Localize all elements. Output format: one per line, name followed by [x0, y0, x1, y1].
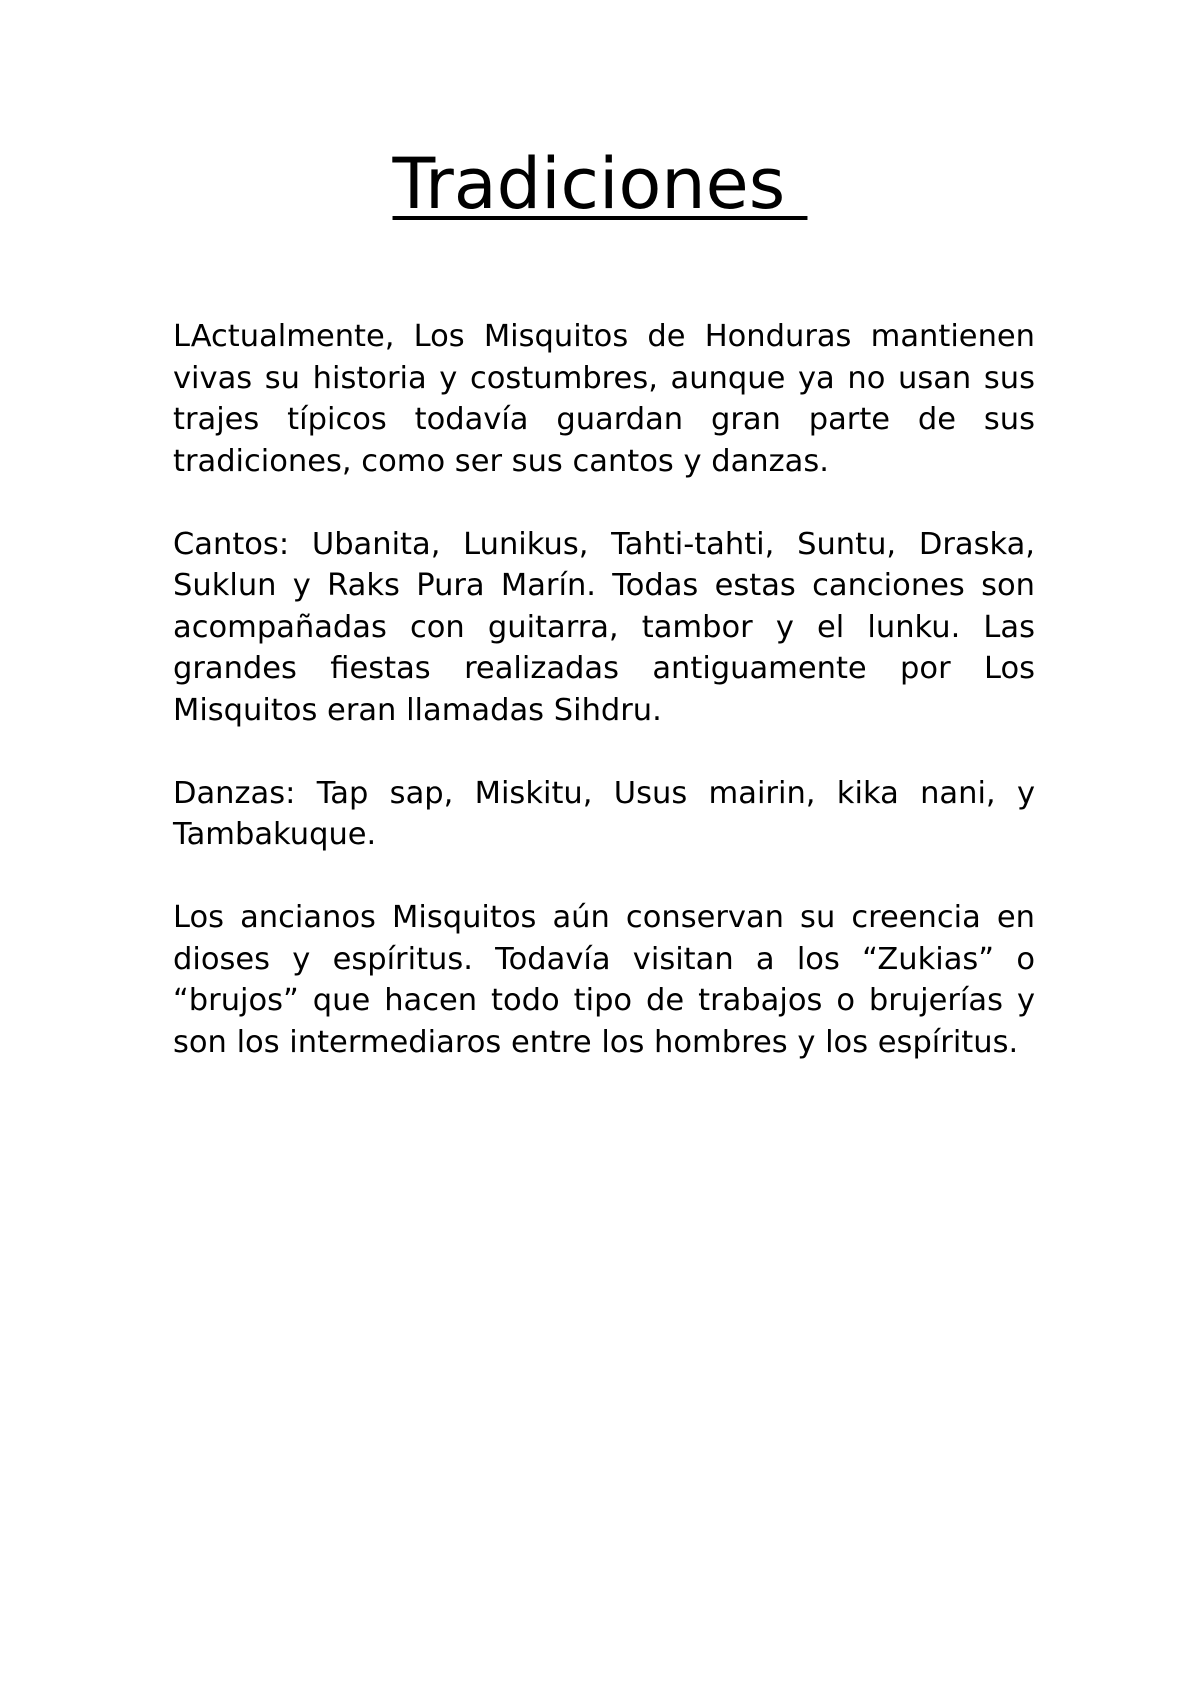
- paragraph-cantos: Cantos: Ubanita, Lunikus, Tahti-tahti, Suntu, Draska, Suklun y Raks Pura Marín. Todas estas canciones son acompañadas con guitarra, tambor y el lunku. Las grandes fiestas realizadas antiguamente por Los Misquitos eran llamadas Sihdru.: [173, 526, 1035, 728]
- paragraph-intro: LActualmente, Los Misquitos de Honduras mantienen vivas su historia y costumbres, aunque ya no usan sus trajes típicos todavía guardan gran parte de sus tradiciones, como ser sus cantos y danzas.: [173, 319, 1035, 479]
- paragraph-creencias: Los ancianos Misquitos aún conservan su creencia en dioses y espíritus. Todavía visitan a los “Zukias” o “brujos” que hacen todo tipo de trabajos o brujerías y son los intermediaros entre los hombres y los espíritus.: [173, 900, 1035, 1060]
- paragraph-danzas: Danzas: Tap sap, Miskitu, Usus mairin, kika nani, y Tambakuque.: [173, 775, 1035, 852]
- page-title-text: Tradiciones: [392, 143, 808, 225]
- document-body: [173, 316, 1035, 1105]
- page-title: [0, 142, 1200, 226]
